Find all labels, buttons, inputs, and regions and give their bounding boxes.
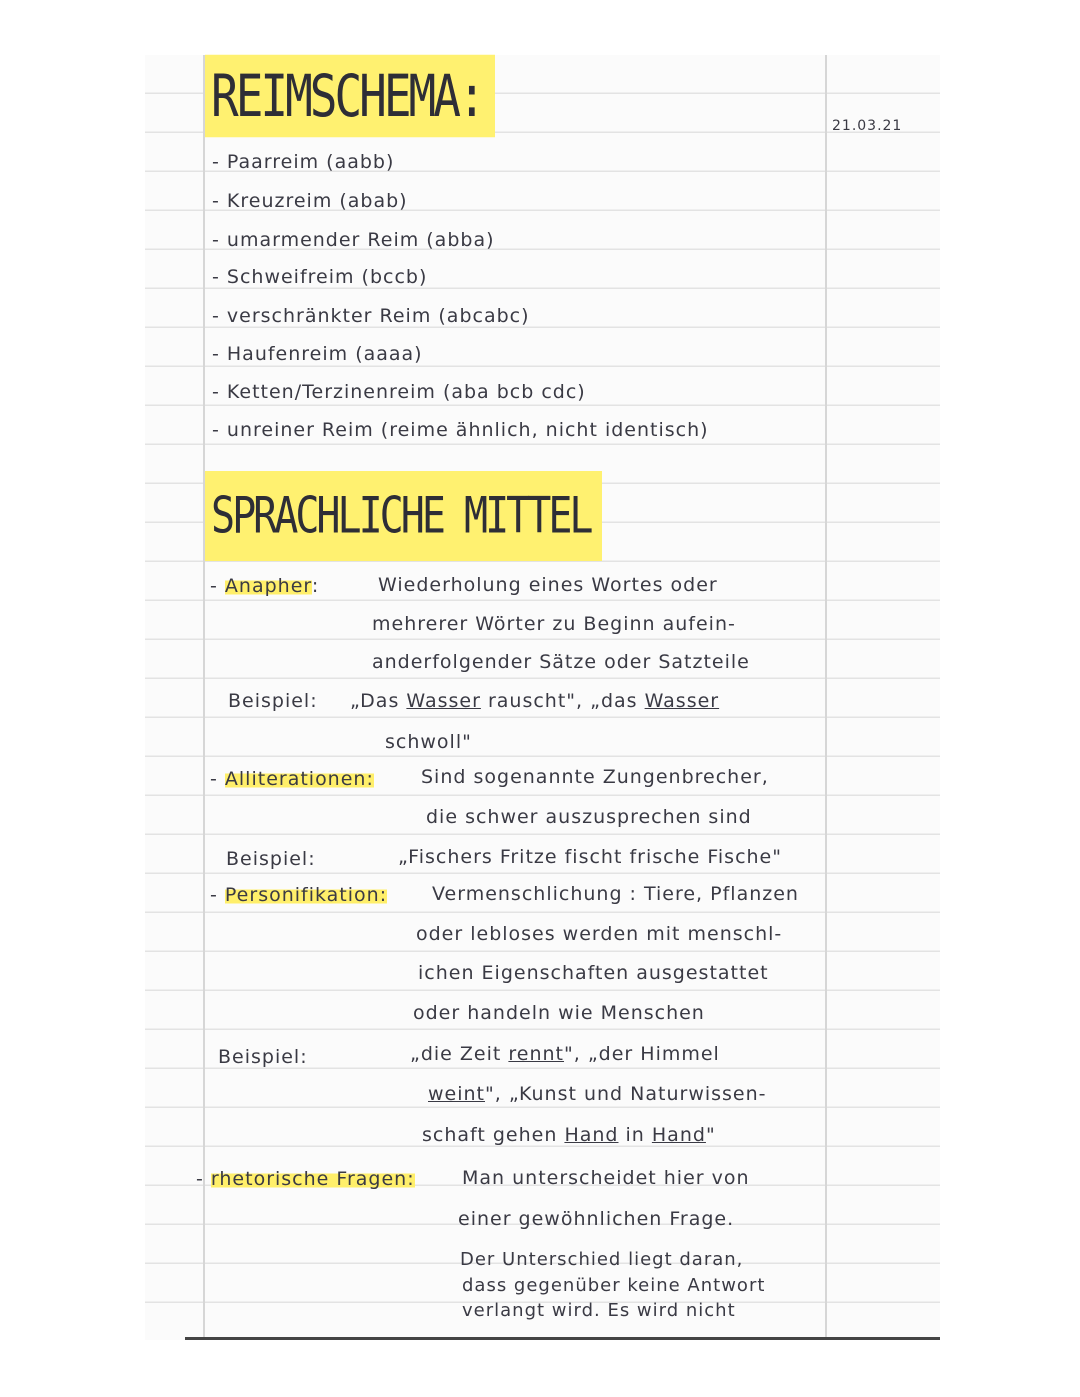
definition-line: Sind sogenannte Zungenbrecher,	[421, 766, 769, 788]
list-item: - umarmender Reim (abba)	[212, 229, 495, 251]
definition-line: oder handeln wie Menschen	[413, 1002, 705, 1024]
example-text	[350, 690, 719, 712]
bullet-dash: -	[210, 575, 218, 597]
definition-line: oder lebloses werden mit menschl-	[416, 923, 783, 945]
term-label: Alliterationen	[224, 768, 367, 790]
definition-line: dass gegenüber keine Antwort	[462, 1275, 766, 1296]
example-part: ", „Kunst und Naturwissen-	[485, 1083, 767, 1105]
definition-line: anderfolgender Sätze oder Satzteile	[372, 651, 750, 673]
example-text	[428, 1083, 767, 1105]
definition-line: Der Unterschied liegt daran,	[460, 1249, 744, 1270]
example-part: in	[618, 1124, 652, 1146]
bullet-dash: -	[210, 768, 218, 790]
example-underlined: Hand	[564, 1124, 619, 1146]
list-item: - Paarreim (aabb)	[212, 151, 395, 173]
bullet-dash: -	[196, 1168, 204, 1190]
example-label: Beispiel:	[218, 1046, 308, 1068]
example-text: „Fischers Fritze fischt frische Fische"	[398, 846, 782, 868]
term-colon: :	[366, 768, 374, 790]
example-underlined: rennt	[508, 1043, 565, 1065]
example-part: „Das	[350, 690, 407, 712]
example-part: rauscht", „das	[480, 690, 645, 712]
example-underlined: Hand	[651, 1124, 706, 1146]
page-bottom-edge	[185, 1337, 940, 1340]
example-text: schwoll"	[385, 731, 472, 753]
list-item: - Ketten/Terzinenreim (aba bcb cdc)	[212, 381, 586, 403]
example-underlined: Wasser	[406, 690, 481, 712]
margin-line-right	[825, 55, 827, 1340]
date: 21.03.21	[832, 118, 903, 134]
example-part: schaft gehen	[422, 1124, 565, 1146]
example-underlined: weint	[428, 1083, 485, 1105]
list-item: - Schweifreim (bccb)	[212, 266, 428, 288]
list-item: - verschränkter Reim (abcabc)	[212, 305, 530, 327]
term-label: Personifikation	[224, 884, 380, 906]
term-colon: :	[379, 884, 388, 906]
term-label: Anapher	[224, 575, 312, 597]
term-rhetorische-fragen	[196, 1168, 415, 1190]
term-anapher	[210, 575, 319, 597]
term-label: rhetorische Fragen	[210, 1168, 408, 1190]
heading-sprachliche-mittel: SPRACHLICHE MITTEL	[205, 471, 602, 561]
list-item: - unreiner Reim (reime ähnlich, nicht identisch)	[212, 419, 709, 441]
definition-line: ichen Eigenschaften ausgestattet	[418, 962, 769, 984]
definition-line: mehrerer Wörter zu Beginn aufein-	[372, 613, 736, 635]
example-text	[410, 1043, 720, 1065]
term-colon: :	[407, 1168, 415, 1190]
bullet-dash: -	[210, 884, 218, 906]
example-label: Beispiel:	[228, 690, 318, 712]
example-text	[422, 1124, 716, 1146]
definition-line: Man unterscheidet hier von	[462, 1167, 750, 1189]
term-personifikation	[210, 884, 387, 906]
term-colon: :	[311, 575, 320, 597]
example-underlined: Wasser	[644, 690, 720, 712]
heading-reimschema: REIMSCHEMA:	[205, 55, 495, 138]
definition-line: die schwer auszusprechen sind	[426, 806, 752, 828]
definition-line: Vermenschlichung : Tiere, Pflanzen	[432, 883, 799, 905]
definition-line: verlangt wird. Es wird nicht	[462, 1300, 736, 1321]
list-item: - Kreuzreim (abab)	[212, 190, 408, 212]
list-item: - Haufenreim (aaaa)	[212, 343, 423, 365]
term-alliterationen	[210, 768, 374, 790]
margin-line-left	[203, 55, 205, 1340]
example-part: ", „der Himmel	[564, 1043, 720, 1065]
example-label: Beispiel:	[226, 848, 316, 870]
example-part: "	[705, 1124, 716, 1146]
definition-line: Wiederholung eines Wortes oder	[378, 574, 718, 596]
example-part: „die Zeit	[410, 1043, 509, 1065]
definition-line: einer gewöhnlichen Frage.	[458, 1208, 735, 1230]
